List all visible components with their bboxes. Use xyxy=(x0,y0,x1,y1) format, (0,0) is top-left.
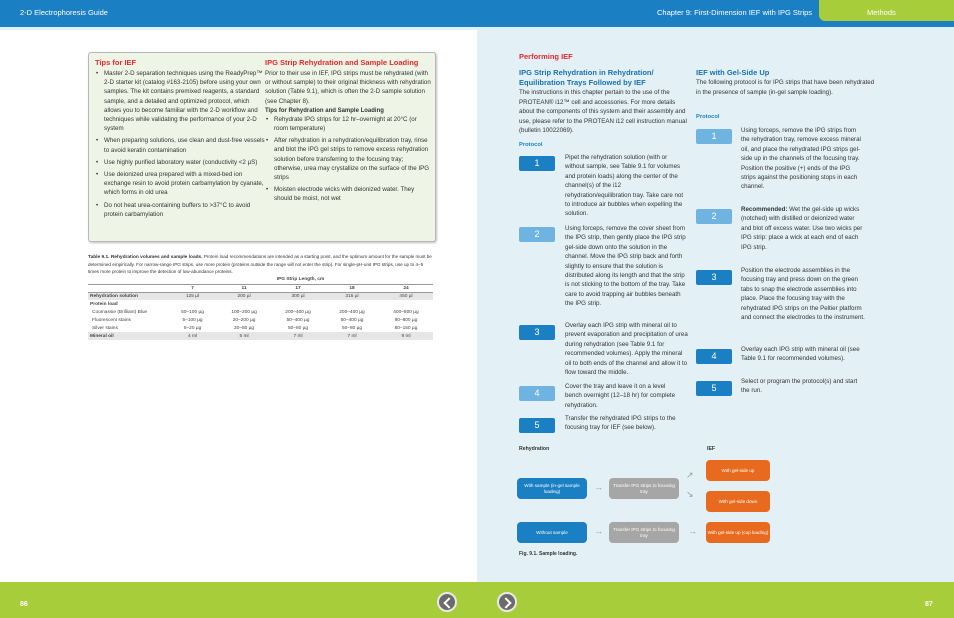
arrow-right-icon: → xyxy=(688,526,697,536)
row-label: Rehydration solution xyxy=(88,292,168,300)
tips-list xyxy=(95,69,265,219)
table-row xyxy=(88,292,433,300)
rehydration-intro-text: The instructions in this chapter pertain to the use of the PROTEAN® i12™ cell and accessories. For more details about the components of this system and their assembly and use, please refer to the PROTEAN i12 cell instruction manual (bulletin 10022069). xyxy=(519,89,687,134)
diagram-box-without-sample: Without sample xyxy=(517,522,587,543)
step-text: Overlay each IPG strip with mineral oil (see Table 9.1 for recommended volumes). xyxy=(741,346,860,363)
step-number-badge: 1 xyxy=(519,156,555,171)
step-text: Using forceps, remove the cover sheet from the IPG strip, then gently place the IPG strip gel-side down onto the solution in the channel. Move the IPG strip back and forth slightly to ensure that the solution is distributed along its length and that the strip is not sticking to the bottom of the tray. Take care to avoid trapping air bubbles beneath the IPG strip. xyxy=(565,225,686,308)
step-text: Select or program the protocol(s) and start the run. xyxy=(741,378,858,395)
table-column-header: 18 xyxy=(325,284,379,292)
table-cell: 20–200 µg xyxy=(232,317,256,323)
next-page-button[interactable] xyxy=(497,592,517,612)
row-label: Fluorescent stains xyxy=(92,317,131,323)
heading-line: Equilibration Trays Followed by IEF xyxy=(519,77,646,87)
methods-tab-label: Methods xyxy=(867,8,896,17)
chapter-title: Chapter 9: First-Dimension IEF with IPG Strips xyxy=(657,8,813,17)
diagram-label-ief: IEF xyxy=(707,446,716,452)
table-cell: 4 ml xyxy=(168,332,217,340)
gel-side-up-intro: The following protocol is for IPG strips that have been rehydrated in the presence of sample (in-gel sample loading). xyxy=(696,79,875,96)
step-number-badge: 2 xyxy=(519,227,555,242)
figure-caption: Fig. 9.1. Sample loading. xyxy=(519,551,578,557)
tips-item: • Master 2-D separation techniques using the ReadyPrep™ 2-D starter kit (catalog #163-2105) before using your own samples. The kit contains premixed reagents, a standard sample, and a detailed and optimized protocol, which allows you to become familiar with the 2-D workflow and techniques while validating the performance of your 2-D system xyxy=(95,69,265,133)
footer-bar xyxy=(0,582,954,618)
diagram-label-rehydration: Rehydration xyxy=(519,446,550,452)
table-cell: 50–400 µg xyxy=(286,317,310,323)
tips-column xyxy=(95,58,265,222)
table-cell: 50–400 µg xyxy=(340,317,364,323)
page-number-right: 87 xyxy=(925,601,933,608)
guide-title: 2-D Electrophoresis Guide xyxy=(20,8,108,17)
heading-line: IPG Strip Rehydration in Rehydration/ xyxy=(519,68,654,77)
tips-item: • When preparing solutions, use clean and dust-free vessels to avoid keratin contamination xyxy=(95,136,265,154)
header-bar xyxy=(0,0,954,27)
methods-tab[interactable] xyxy=(819,0,954,21)
table-cell: 315 µl xyxy=(325,292,379,300)
diagram-box-transfer: Transfer IPG strips to focusing tray xyxy=(609,478,679,499)
table-cell: 50–80 µg xyxy=(287,325,309,331)
table-cell: 100–200 µg xyxy=(231,309,257,315)
arrow-down-right-icon: ↘ xyxy=(686,489,694,499)
step-text: Using forceps, remove the IPG strips from the rehydration tray, remove excess mineral oil, and place the rehydrated IPG strips gel-side up in the channels of the focusing tray. Position the positive (+) ends of the IPG strips against the positioning stops in each channel. xyxy=(741,127,861,191)
rehydration-item: • Rehydrate IPG strips for 12 hr–overnight at 20°C (or room temperature) xyxy=(265,115,431,133)
step-number-badge: 2 xyxy=(696,209,732,224)
tips-item: • Use deionized urea prepared with a mixed-bed ion exchange resin to avoid protein carbamylation by cyanate, which forms in old urea xyxy=(95,170,265,198)
step-text: Pipet the rehydration solution (with or without sample, see Table 9.1 for volumes and protein loads) along the center of the channel(s) of the i12 rehydration/equilibration tray. Take care not to introduce air bubbles when expelling the solution. xyxy=(565,154,684,218)
rehydration-heading: IPG Strip Rehydration and Sample Loading xyxy=(265,58,419,67)
tips-item: • Use highly purified laboratory water (conductivity <2 µS) xyxy=(95,158,265,167)
rehydration-subheading: Tips for Rehydration and Sample Loading xyxy=(265,107,384,114)
gel-side-up-heading: IEF with Gel-Side Up xyxy=(696,68,770,77)
performing-ief-heading: Performing IEF xyxy=(519,52,573,61)
table-cell: 7 ml xyxy=(271,332,325,340)
step-text: Cover the tray and leave it on a level bench overnight (12–18 hr) for complete rehydration. xyxy=(565,383,676,409)
table-cell: 9 ml xyxy=(379,332,433,340)
arrow-up-right-icon: ↗ xyxy=(686,470,694,480)
table-row xyxy=(88,332,433,340)
arrow-right-icon: → xyxy=(594,482,603,492)
tips-heading: Tips for IEF xyxy=(95,58,137,67)
table-cell: 200–400 µg xyxy=(285,309,311,315)
previous-page-button[interactable] xyxy=(437,592,457,612)
table-cell: 450 µl xyxy=(379,292,433,300)
table-cell: 80–800 µg xyxy=(394,317,418,323)
step-number-badge: 1 xyxy=(696,129,732,144)
row-label: Silver stains xyxy=(92,325,118,331)
table-column-header: 17 xyxy=(271,284,325,292)
rehydration-intro: Prior to their use in IEF, IPG strips must be rehydrated (with or without sample) to their original thickness with rehydration solution (Table 9.1), which is often the 2-D sample solution (see Chapter 8). xyxy=(265,70,431,105)
step-number-badge: 4 xyxy=(519,386,555,401)
table-cell: 200 µl xyxy=(217,292,271,300)
row-label: Mineral oil xyxy=(88,332,168,340)
rehydration-table xyxy=(88,276,433,340)
rehydration-item: • Moisten electrode wicks with deionized water. They should be moist, not wet xyxy=(265,185,431,203)
table-cell: 5–20 µg xyxy=(183,325,202,331)
tips-box xyxy=(88,52,436,242)
table-header: IPG Strip Length, cm xyxy=(276,277,325,283)
protocol-label: Protocol xyxy=(519,142,543,148)
tips-item: • Do not heat urea-containing buffers to >37°C to avoid protein carbamylation xyxy=(95,201,265,219)
diagram-box-gel-side-up: With gel-side up xyxy=(706,460,770,481)
table-column-header: 7 xyxy=(168,284,217,292)
table-cell: 200–400 µg xyxy=(339,309,365,315)
table-cell: 80–150 µg xyxy=(394,325,418,331)
table-caption-text: Protein load recommendations are intended as a starting point, and the optimum amount for the sample must be determined empirically. For narrow-range IPG strips, use more protein (proteins outside the range will not enter the strip). For single-pH-unit IPG strips, use up to 4–5 times more protein to improve the detection of low-abundance proteins. xyxy=(88,254,432,274)
table-cell: 50–100 µg xyxy=(181,309,204,315)
diagram-box-cup-loading: With gel-side up (cup loading) xyxy=(706,522,770,543)
step-text xyxy=(741,205,865,252)
table-cell: 5 ml xyxy=(217,332,271,340)
diagram-box-gel-side-down: With gel-side down xyxy=(706,491,770,512)
rehydration-list xyxy=(265,115,431,204)
table-cell: 125 µl xyxy=(168,292,217,300)
table-cell: 20–50 µg xyxy=(234,325,255,331)
rehydration-column xyxy=(265,58,431,207)
rehydration-trays-heading xyxy=(519,68,694,87)
diagram-box-transfer: Transfer IPG strips to focusing tray xyxy=(609,522,679,543)
page-number-left: 86 xyxy=(20,601,28,608)
step-number-badge: 4 xyxy=(696,349,732,364)
recommended-label: Recommended: xyxy=(741,206,788,213)
step-text: Transfer the rehydrated IPG strips to the focusing tray for IEF (see below). xyxy=(565,415,676,432)
protocol-label: Protocol xyxy=(696,114,720,120)
table-row xyxy=(88,308,433,316)
step-number-badge: 3 xyxy=(519,325,555,340)
table-row xyxy=(88,324,433,332)
table-row xyxy=(88,316,433,324)
step-number-badge: 5 xyxy=(696,381,732,396)
table-column-header: 11 xyxy=(217,284,271,292)
table-column-header: 24 xyxy=(379,284,433,292)
diagram-box-with-sample: With sample (in-gel sample loading) xyxy=(517,478,587,499)
step-text-body: Wet the gel-side up wicks (notched) with distilled or deionized water and blot off excess water. Use two wicks per IPG strip: place a wick at each end of each IPG strip. xyxy=(741,206,863,251)
table-cell: 300 µl xyxy=(271,292,325,300)
table-cell: 7 ml xyxy=(325,332,379,340)
table-caption-title: Table 9.1. Rehydration volumes and sample loads. xyxy=(88,255,203,260)
table-cell: 400–800 µg xyxy=(393,309,419,315)
rehydration-item: • After rehydration in a rehydration/equilibration tray, rinse and blot the IPG gel strips to remove excess rehydration solution before transferring to the focusing tray; otherwise, urea may crystallize on the surface of the IPG strips xyxy=(265,136,431,182)
row-label: Coomassie (Brilliant) Blue xyxy=(92,309,148,315)
table-row xyxy=(88,300,433,308)
row-label: Protein load xyxy=(90,301,118,307)
table-caption xyxy=(88,253,433,275)
step-text: Position the electrode assemblies in the focusing tray and press down on the green tabs to snap the electrode assemblies into place. Place the focusing tray with the rehydrated IPG strips on the Peltier platform and connect the electrodes to the instrument. xyxy=(741,267,865,322)
step-number-badge: 5 xyxy=(519,418,555,433)
table-cell: 50–80 µg xyxy=(341,325,363,331)
table-cell: 5–100 µg xyxy=(182,317,203,323)
step-text: Overlay each IPG strip with mineral oil to prevent evaporation and precipitation of urea during rehydration (see Table 9.1 for recommended volumes). Apply the mineral oil to both ends of the channel and allow it to flow toward the middle. xyxy=(565,322,688,377)
arrow-right-icon: → xyxy=(594,526,603,536)
step-number-badge: 3 xyxy=(696,270,732,285)
